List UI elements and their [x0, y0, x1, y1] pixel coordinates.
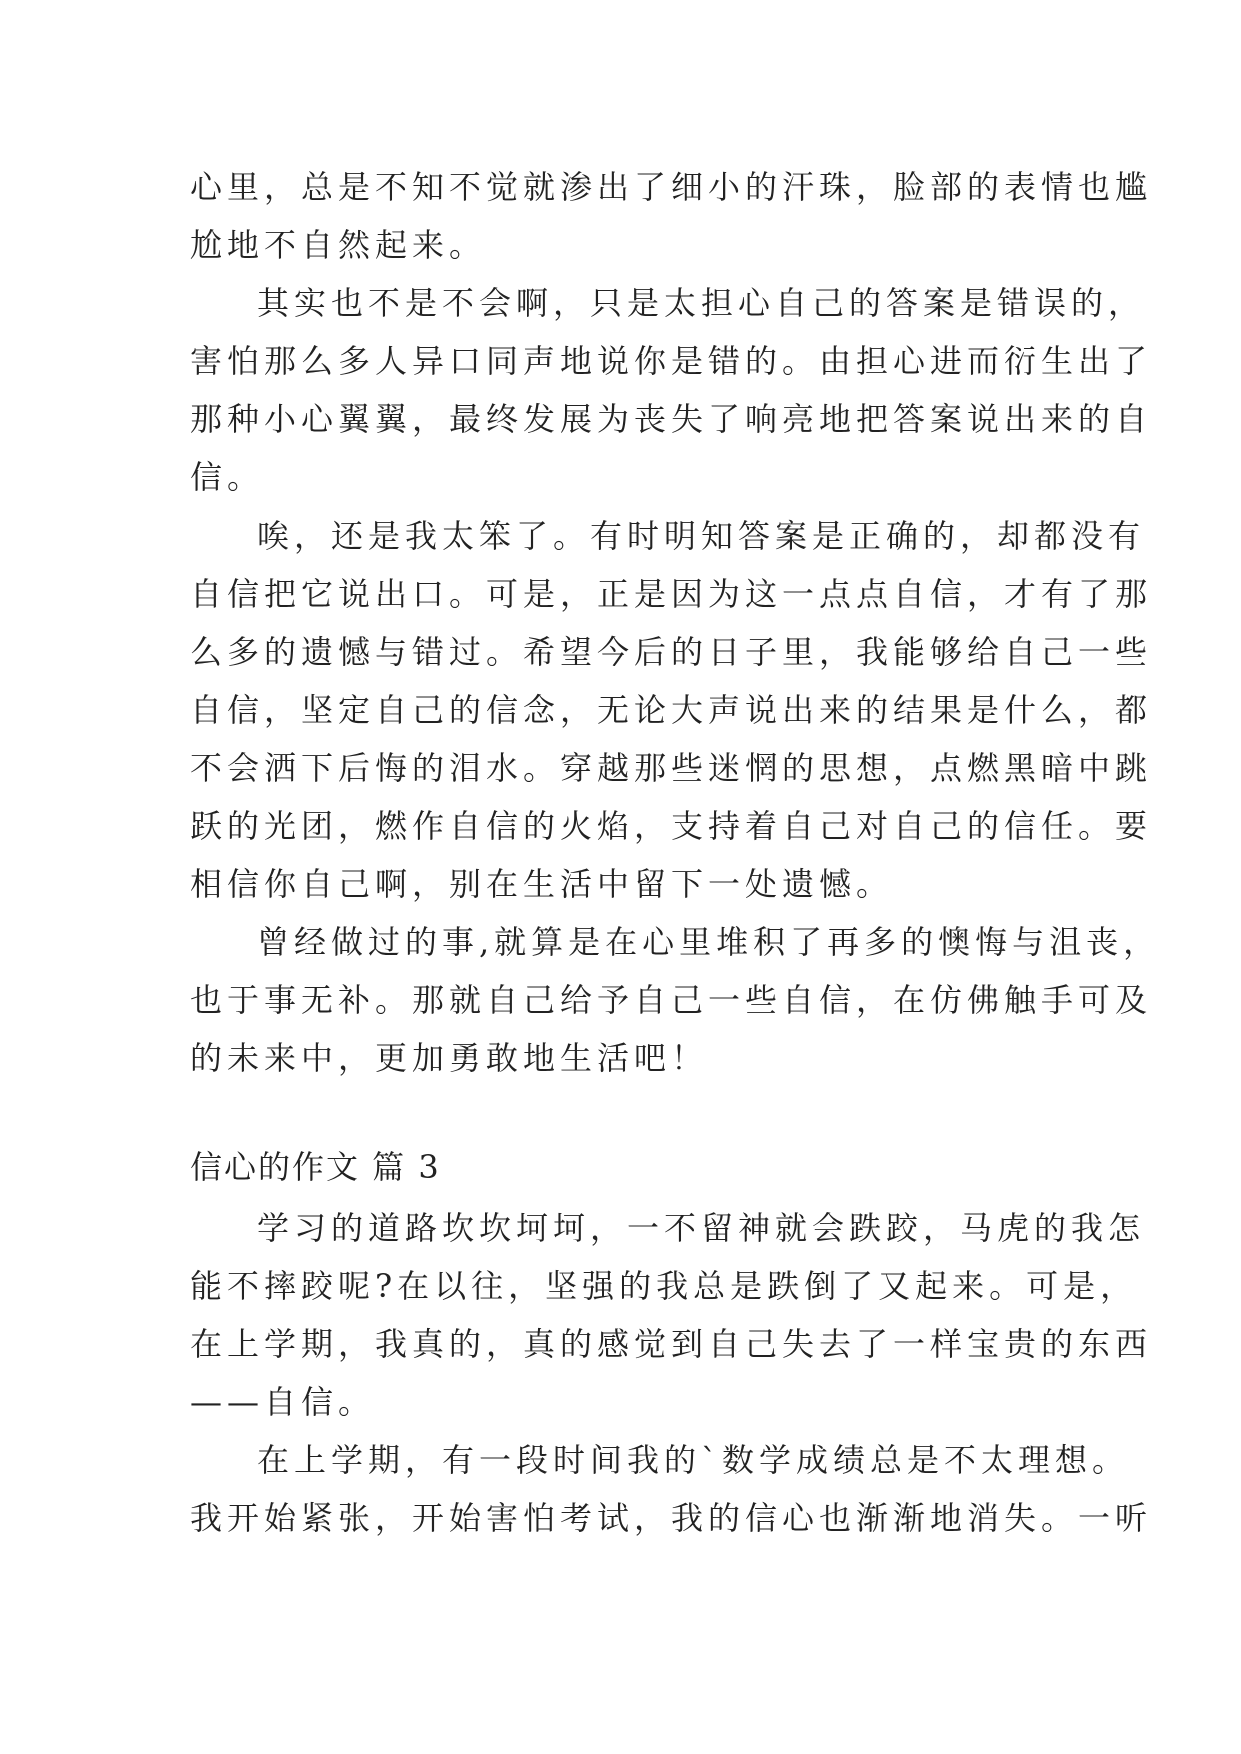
text-line: 跃的光团，燃作自信的火焰，支持着自己对自己的信任。要: [190, 807, 1153, 845]
text-line: 尬地不自然起来。: [190, 226, 487, 264]
text-line: 学习的道路坎坎坷坷，一不留神就会跌跤，马虎的我怎: [257, 1209, 1146, 1247]
text-line: 也于事无补。那就自己给予自己一些自信，在仿佛触手可及: [190, 981, 1153, 1019]
text-line: 自信，坚定自己的信念，无论大声说出来的结果是什么，都: [190, 691, 1153, 729]
section-heading: 信心的作文 篇 3: [190, 1148, 441, 1186]
text-line: 其实也不是不会啊，只是太担心自己的答案是错误的，: [257, 284, 1146, 322]
text-line: 在上学期，有一段时间我的`数学成绩总是不太理想。: [257, 1441, 1130, 1479]
text-line: 信。: [190, 458, 265, 496]
text-line: 不会洒下后悔的泪水。穿越那些迷惘的思想，点燃黑暗中跳: [190, 749, 1153, 787]
text-line: ——自信。: [190, 1383, 376, 1421]
text-line: 自信把它说出口。可是，正是因为这一点点自信，才有了那: [190, 575, 1153, 613]
text-line: 曾经做过的事,就算是在心里堆积了再多的懊悔与沮丧，: [257, 923, 1161, 961]
text-line: 相信你自己啊，别在生活中留下一处遗憾。: [190, 865, 894, 903]
text-line: 能不摔跤呢?在以往，坚强的我总是跌倒了又起来。可是，: [190, 1267, 1138, 1305]
text-line: 唉，还是我太笨了。有时明知答案是正确的，却都没有: [257, 517, 1146, 555]
text-line: 么多的遗憾与错过。希望今后的日子里，我能够给自己一些: [190, 633, 1153, 671]
text-line: 的未来中，更加勇敢地生活吧！: [190, 1039, 709, 1077]
text-line: 在上学期，我真的，真的感觉到自己失去了一样宝贵的东西: [190, 1325, 1153, 1363]
text-line: 心里，总是不知不觉就渗出了细小的汗珠，脸部的表情也尴: [190, 168, 1153, 206]
text-line: 那种小心翼翼，最终发展为丧失了响亮地把答案说出来的自: [190, 400, 1153, 438]
text-line: 害怕那么多人异口同声地说你是错的。由担心进而衍生出了: [190, 342, 1153, 380]
text-line: 我开始紧张，开始害怕考试，我的信心也渐渐地消失。一听: [190, 1499, 1153, 1537]
